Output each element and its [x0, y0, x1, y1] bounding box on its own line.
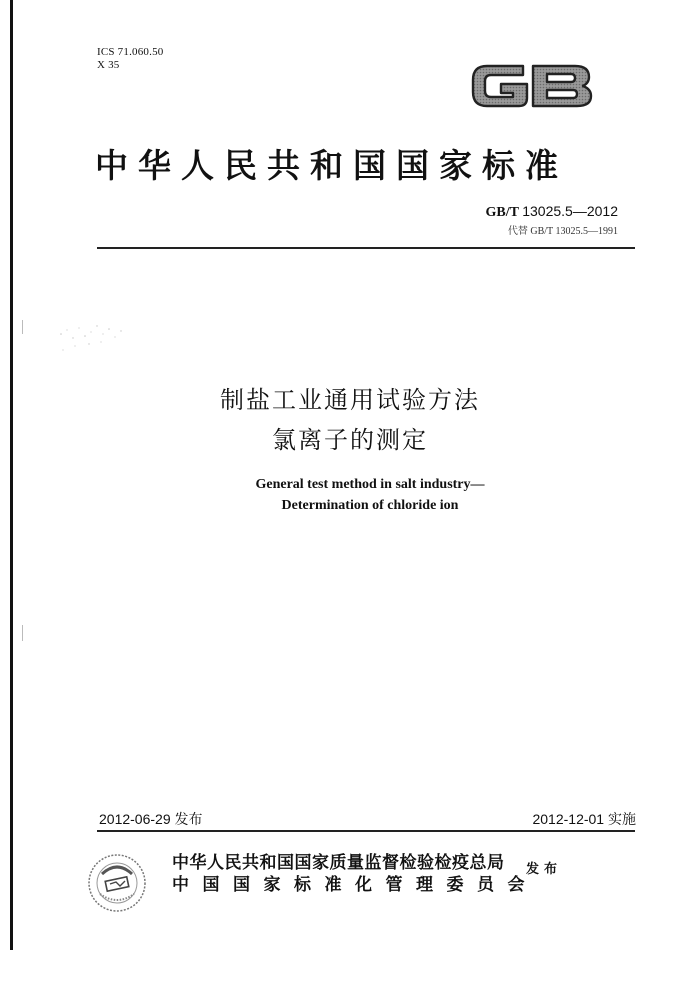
scan-noise	[55, 320, 135, 360]
english-title-line1: General test method in salt industry—	[255, 477, 485, 492]
scan-edge-bar	[10, 0, 13, 950]
scan-artifact	[22, 625, 23, 641]
chinese-title-line1: 制盐工业通用试验方法	[220, 386, 480, 414]
replaces-standard: 代替 GB/T 13025.5—1991	[507, 226, 618, 237]
publish-label: 发布	[526, 862, 563, 877]
chinese-title-line2: 氯离子的测定	[272, 426, 428, 454]
bottom-divider	[97, 830, 635, 832]
standard-code-number: 13025.5—2012	[522, 203, 618, 219]
english-title-line2: Determination of chloride ion	[281, 498, 459, 513]
standard-code-prefix: GB/T	[485, 205, 519, 220]
issuer-sac: 中国国家标准化管理委员会	[172, 875, 538, 895]
issue-date: 2012-06-29 发布	[99, 811, 203, 827]
ics-code: ICS 71.060.50	[97, 46, 164, 58]
standard-category-heading: 中华人民共和国国家标准	[95, 146, 568, 185]
ccs-code: X 35	[97, 59, 120, 71]
gb-logo	[467, 56, 597, 116]
scan-artifact	[22, 320, 23, 334]
classification-codes	[97, 46, 163, 72]
publisher-seal	[86, 852, 148, 914]
issuer-aqsiq: 中华人民共和国国家质量监督检验检疫总局	[172, 853, 505, 873]
implementation-date: 2012-12-01 实施	[532, 811, 636, 827]
top-divider	[97, 247, 635, 249]
standard-number-block	[486, 203, 618, 237]
